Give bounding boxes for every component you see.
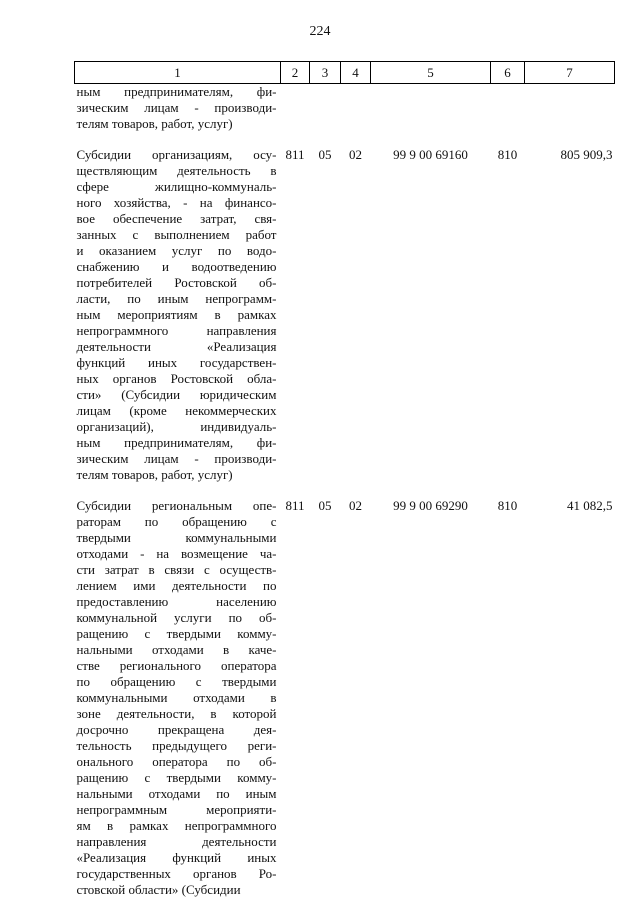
row-description bbox=[75, 140, 281, 483]
desc-line: вое обеспечение затрат, свя- bbox=[76, 211, 277, 226]
desc-line: зоне деятельности, в которой bbox=[76, 706, 277, 721]
desc-line: нальными отходами в каче- bbox=[76, 642, 277, 657]
desc-line: стве регионального оператора bbox=[76, 658, 277, 673]
desc-line: ного хозяйства, - на финансо- bbox=[76, 195, 277, 210]
table-row bbox=[75, 140, 615, 483]
cell-section-code: 05 bbox=[318, 498, 332, 513]
cell-amount: 805 909,3 bbox=[560, 147, 613, 162]
header-col-1: 1 bbox=[75, 62, 281, 84]
desc-line: лением ими деятельности по bbox=[76, 578, 277, 593]
table-row bbox=[75, 491, 615, 898]
desc-line: сфере жилищно-коммуналь- bbox=[76, 179, 277, 194]
desc-line: ласти, по иным непрограмм- bbox=[76, 291, 277, 306]
desc-line: направления деятельности bbox=[76, 834, 277, 849]
desc-line: потребителей Ростовской об- bbox=[76, 275, 277, 290]
header-col-2: 2 bbox=[281, 62, 310, 84]
desc-line: нальными отходами по иным bbox=[76, 786, 277, 801]
desc-line: коммунальными отходами в bbox=[76, 690, 277, 705]
desc-line: отходами - на возмещение ча- bbox=[76, 546, 277, 561]
header-col-7: 7 bbox=[525, 62, 615, 84]
desc-line: ным мероприятиям в рамках bbox=[76, 307, 277, 322]
desc-line: зическим лицам - производи- bbox=[76, 451, 277, 466]
desc-line: функций иных государствен- bbox=[76, 355, 277, 370]
cell-target-article: 99 9 00 69290 bbox=[393, 498, 468, 513]
cell-expense-type: 810 bbox=[497, 498, 518, 513]
header-col-5: 5 bbox=[371, 62, 491, 84]
desc-line: твердыми коммунальными bbox=[76, 530, 277, 545]
desc-line: деятельности «Реализация bbox=[76, 339, 277, 354]
continuation-description bbox=[75, 84, 281, 133]
desc-line: ных органов Ростовской обла- bbox=[76, 371, 277, 386]
cell-amount: 41 082,5 bbox=[567, 498, 613, 513]
table-header bbox=[75, 62, 615, 84]
desc-line: ным предпринимателям, фи- bbox=[76, 84, 277, 99]
desc-line: Субсидии региональным опе- bbox=[76, 498, 277, 513]
desc-line: предоставлению населению bbox=[76, 594, 277, 609]
header-col-6: 6 bbox=[491, 62, 525, 84]
cell-ministry-code: 811 bbox=[285, 498, 305, 513]
desc-line: коммунальной услуги по об- bbox=[76, 610, 277, 625]
desc-line: непрограммным мероприяти- bbox=[76, 802, 277, 817]
cell-subsection-code: 02 bbox=[349, 147, 362, 162]
desc-line: ращению с твердыми комму- bbox=[76, 626, 277, 641]
table-row-continuation bbox=[75, 84, 615, 133]
desc-line: «Реализация функций иных bbox=[76, 850, 277, 865]
desc-line: по обращению с твердыми bbox=[76, 674, 277, 689]
desc-line: занных с выполнением работ bbox=[76, 227, 277, 242]
header-col-4: 4 bbox=[341, 62, 371, 84]
desc-line: ществляющим деятельность в bbox=[76, 163, 277, 178]
page-number: 224 bbox=[309, 24, 331, 39]
desc-line: сти затрат в связи с осуществ- bbox=[76, 562, 277, 577]
cell-section-code: 05 bbox=[318, 147, 332, 162]
desc-line: сти» (Субсидии юридическим bbox=[76, 387, 277, 402]
desc-line: снабжению и водоотведению bbox=[76, 259, 277, 274]
cell-ministry-code: 811 bbox=[285, 147, 305, 162]
cell-expense-type: 810 bbox=[497, 147, 518, 162]
desc-line: онального оператора по об- bbox=[76, 754, 277, 769]
desc-line: досрочно прекращена дея- bbox=[76, 722, 277, 737]
desc-line: телям товаров, работ, услуг) bbox=[76, 116, 233, 131]
desc-line: организаций), индивидуаль- bbox=[76, 419, 277, 434]
desc-line: ям в рамках непрограммного bbox=[76, 818, 277, 833]
budget-table bbox=[74, 61, 615, 898]
desc-line: телям товаров, работ, услуг) bbox=[76, 467, 233, 482]
desc-line: непрограммного направления bbox=[76, 323, 277, 338]
desc-line: ращению с твердыми комму- bbox=[76, 770, 277, 785]
desc-line: тельность предыдущего реги- bbox=[76, 738, 277, 753]
desc-line: лицам (кроме некоммерческих bbox=[76, 403, 277, 418]
desc-line: стовской области» (Субсидии bbox=[76, 882, 241, 897]
desc-line: государственных органов Ро- bbox=[76, 866, 277, 881]
desc-line: ным предпринимателям, фи- bbox=[76, 435, 277, 450]
desc-line: раторам по обращению с bbox=[76, 514, 277, 529]
desc-line: Субсидии организациям, осу- bbox=[76, 147, 277, 162]
cell-subsection-code: 02 bbox=[349, 498, 362, 513]
header-col-3: 3 bbox=[310, 62, 341, 84]
cell-target-article: 99 9 00 69160 bbox=[393, 147, 468, 162]
desc-line: и оказанием услуг по водо- bbox=[76, 243, 277, 258]
row-description bbox=[75, 491, 281, 898]
desc-line: зическим лицам - производи- bbox=[76, 100, 277, 115]
